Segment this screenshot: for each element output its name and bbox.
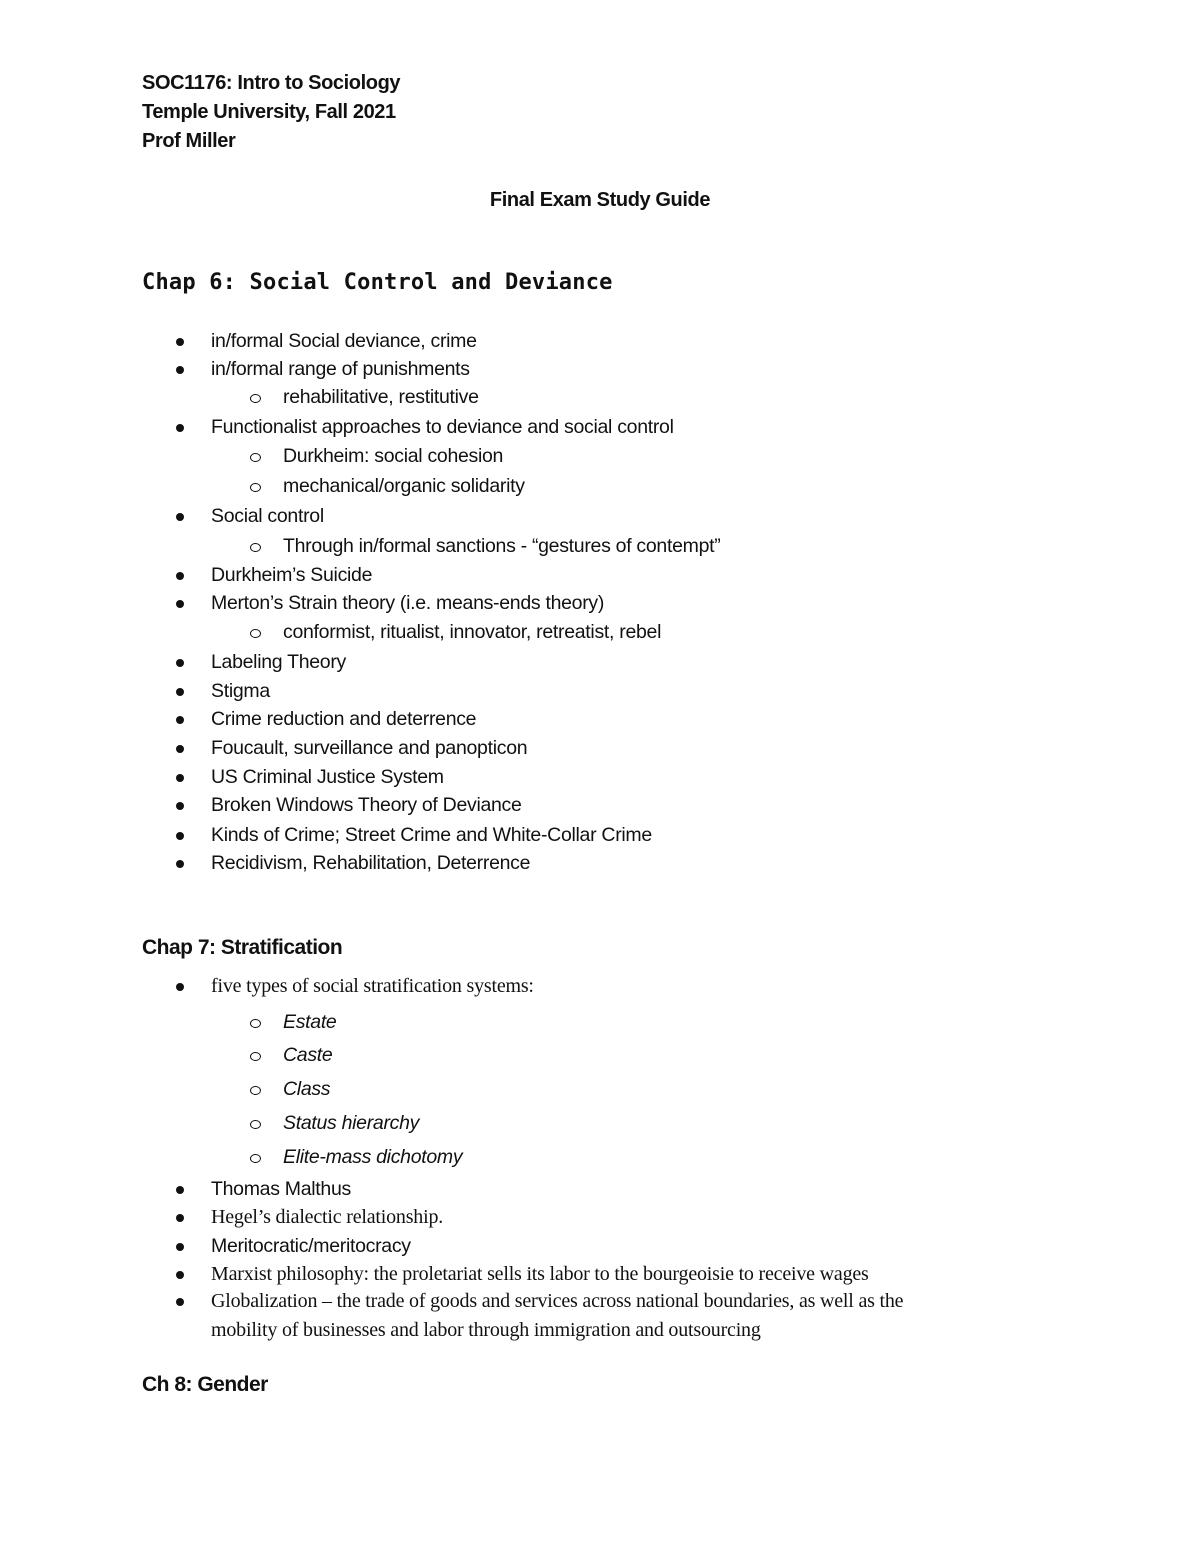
bullet-dot-icon — [176, 572, 184, 580]
list-item: Recidivism, Rehabilitation, Deterrence — [211, 852, 531, 874]
bullet-ring-icon — [250, 543, 261, 552]
list-item: US Criminal Justice System — [211, 766, 444, 788]
term-line: Temple University, Fall 2021 — [142, 101, 396, 123]
list-item: Social control — [211, 505, 324, 527]
bullet-ring-icon — [250, 453, 261, 462]
bullet-dot-icon — [176, 600, 184, 608]
bullet-dot-icon — [176, 983, 184, 991]
professor-line: Prof Miller — [142, 130, 236, 152]
list-item: five types of social stratification systems: — [211, 975, 534, 997]
chapter-8-heading: Ch 8: Gender — [142, 1373, 268, 1396]
bullet-dot-icon — [176, 1298, 184, 1306]
list-item: Kinds of Crime; Street Crime and White-Collar Crime — [211, 824, 652, 846]
list-item: Crime reduction and deterrence — [211, 708, 477, 730]
list-item: Meritocratic/meritocracy — [211, 1235, 411, 1257]
bullet-dot-icon — [176, 1214, 184, 1222]
list-item: in/formal range of punishments — [211, 358, 470, 380]
list-item-continuation: mobility of businesses and labor through immigration and outsourcing — [211, 1319, 761, 1341]
bullet-dot-icon — [176, 338, 184, 346]
course-title: SOC1176: Intro to Sociology — [142, 72, 401, 94]
list-item: Thomas Malthus — [211, 1178, 351, 1200]
list-item: Foucault, surveillance and panopticon — [211, 737, 528, 759]
document-title: Final Exam Study Guide — [489, 189, 711, 211]
bullet-dot-icon — [176, 716, 184, 724]
bullet-dot-icon — [176, 513, 184, 521]
list-item: Durkheim’s Suicide — [211, 564, 373, 586]
bullet-ring-icon — [250, 1019, 261, 1028]
list-item: Labeling Theory — [211, 651, 346, 673]
bullet-dot-icon — [176, 745, 184, 753]
list-item: Stigma — [211, 680, 270, 702]
bullet-dot-icon — [176, 802, 184, 810]
bullet-ring-icon — [250, 629, 261, 638]
chapter-7-heading: Chap 7: Stratification — [142, 936, 343, 959]
sub-list-item: conformist, ritualist, innovator, retreatist, rebel — [283, 621, 662, 643]
bullet-ring-icon — [250, 394, 261, 403]
sub-list-item: Caste — [283, 1044, 333, 1066]
bullet-dot-icon — [176, 659, 184, 667]
sub-list-item: Estate — [283, 1011, 337, 1033]
bullet-ring-icon — [250, 1120, 261, 1129]
sub-list-item: Through in/formal sanctions - “gestures of contempt” — [283, 535, 721, 557]
bullet-dot-icon — [176, 832, 184, 840]
sub-list-item: Class — [283, 1078, 331, 1100]
list-item: in/formal Social deviance, crime — [211, 330, 477, 352]
chapter-6-heading: Chap 6: Social Control and Deviance — [142, 270, 613, 295]
sub-list-item: Status hierarchy — [283, 1112, 420, 1134]
list-item: Globalization – the trade of goods and services across national boundaries, as well as the — [211, 1290, 904, 1312]
bullet-dot-icon — [176, 1186, 184, 1194]
list-item: Functionalist approaches to deviance and social control — [211, 416, 674, 438]
bullet-dot-icon — [176, 1271, 184, 1279]
list-item: Marxist philosophy: the proletariat sells its labor to the bourgeoisie to receive wages — [211, 1263, 869, 1285]
list-item: Hegel’s dialectic relationship. — [211, 1206, 444, 1228]
bullet-ring-icon — [250, 1086, 261, 1095]
bullet-dot-icon — [176, 774, 184, 782]
sub-list-item: Elite-mass dichotomy — [283, 1146, 463, 1168]
bullet-ring-icon — [250, 1154, 261, 1163]
bullet-dot-icon — [176, 860, 184, 868]
bullet-dot-icon — [176, 1243, 184, 1251]
bullet-ring-icon — [250, 483, 261, 492]
bullet-ring-icon — [250, 1052, 261, 1061]
bullet-dot-icon — [176, 424, 184, 432]
sub-list-item: Durkheim: social cohesion — [283, 445, 504, 467]
bullet-dot-icon — [176, 688, 184, 696]
sub-list-item: rehabilitative, restitutive — [283, 386, 479, 408]
bullet-dot-icon — [176, 366, 184, 374]
list-item: Merton’s Strain theory (i.e. means-ends theory) — [211, 592, 605, 614]
sub-list-item: mechanical/organic solidarity — [283, 475, 525, 497]
list-item: Broken Windows Theory of Deviance — [211, 794, 522, 816]
